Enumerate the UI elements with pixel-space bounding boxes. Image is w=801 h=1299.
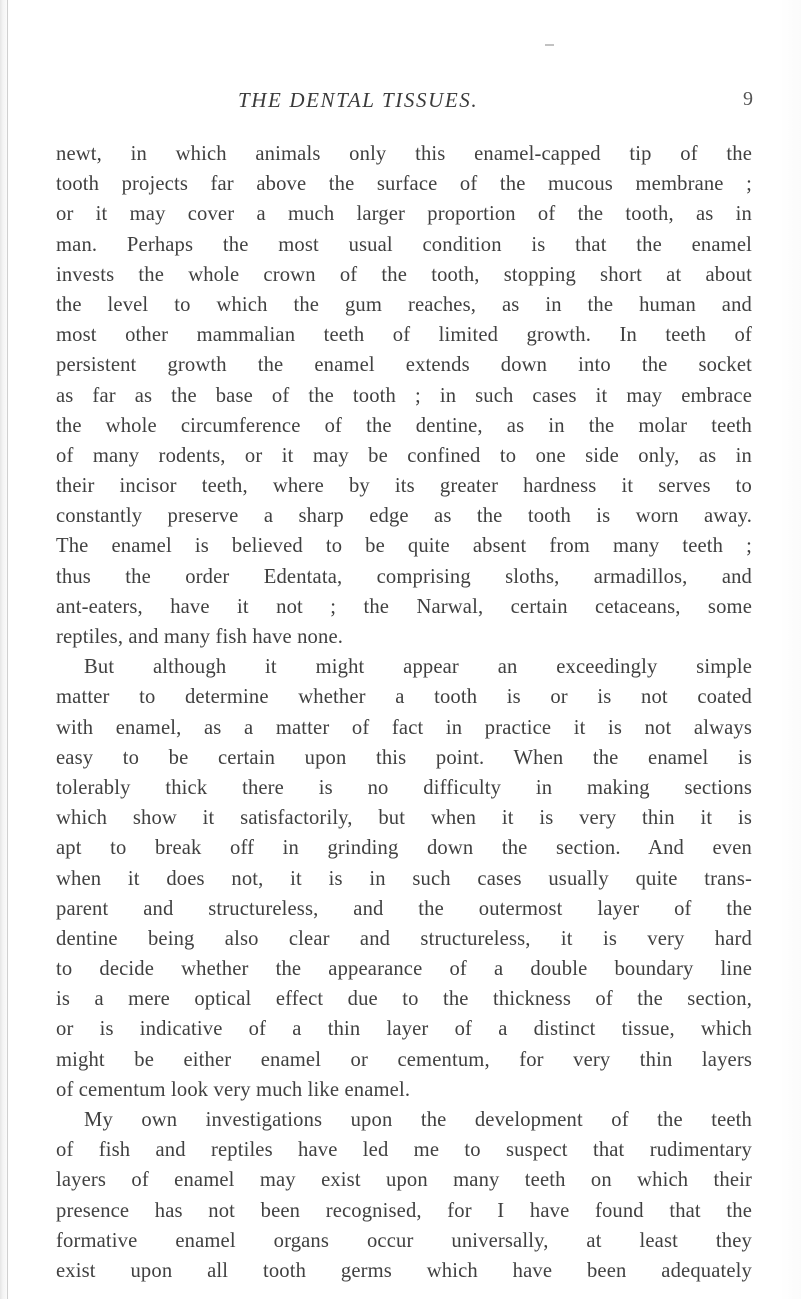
text-line: constantly preserve a sharp edge as the tooth is worn away. bbox=[56, 505, 752, 528]
text-line: layers of enamel may exist upon many teeth on which their bbox=[56, 1169, 752, 1192]
text-line: or it may cover a much larger proportion of the tooth, as in bbox=[56, 203, 752, 226]
text-line: reptiles, and many fish have none. bbox=[56, 626, 344, 648]
print-speck bbox=[545, 44, 554, 46]
text-line: the level to which the gum reaches, as in the human and bbox=[56, 293, 752, 316]
text-line: to decide whether the appearance of a double boundary line bbox=[56, 958, 752, 981]
text-line: might be either enamel or cementum, for very thin layers bbox=[56, 1048, 752, 1071]
text-line: or is indicative of a thin layer of a distinct tissue, which bbox=[56, 1018, 752, 1041]
text-line: ant-eaters, have it not ; the Narwal, certain cetaceans, some bbox=[56, 595, 752, 618]
page-header bbox=[0, 86, 801, 118]
text-line: persistent growth the enamel extends down into the socket bbox=[56, 354, 752, 377]
text-line: matter to determine whether a tooth is or is not coated bbox=[56, 686, 752, 709]
text-line: formative enamel organs occur universally, at least they bbox=[56, 1229, 752, 1252]
text-line: most other mammalian teeth of limited growth. In teeth of bbox=[56, 324, 752, 347]
binding-edge bbox=[7, 0, 8, 1299]
text-line: exist upon all tooth germs which have been adequately bbox=[56, 1259, 752, 1282]
text-line: parent and structureless, and the outermost layer of the bbox=[56, 897, 752, 920]
text-line: as far as the base of the tooth ; in such cases it may embrace bbox=[56, 384, 752, 407]
text-line: man. Perhaps the most usual condition is that the enamel bbox=[56, 233, 752, 256]
text-line: when it does not, it is in such cases usually quite trans- bbox=[56, 867, 752, 890]
text-line: thus the order Edentata, comprising sloths, armadillos, and bbox=[56, 565, 752, 588]
text-line: easy to be certain upon this point. When the enamel is bbox=[56, 746, 752, 769]
text-line: The enamel is believed to be quite absent from many teeth ; bbox=[56, 535, 752, 558]
text-line: of fish and reptiles have led me to suspect that rudimentary bbox=[56, 1139, 752, 1162]
text-line: with enamel, as a matter of fact in practice it is not always bbox=[56, 716, 752, 739]
text-line: their incisor teeth, where by its greater hardness it serves to bbox=[56, 475, 752, 498]
text-line: dentine being also clear and structureless, it is very hard bbox=[56, 927, 752, 950]
running-head: THE DENTAL TISSUES. bbox=[238, 88, 479, 112]
text-line: tolerably thick there is no difficulty in making sections bbox=[56, 776, 752, 799]
text-line: of cementum look very much like enamel. bbox=[56, 1078, 411, 1101]
text-line: presence has not been recognised, for I have found that the bbox=[56, 1199, 752, 1222]
body-text bbox=[56, 139, 752, 1286]
text-line: newt, in which animals only this enamel-capped tip of the bbox=[56, 143, 752, 165]
text-line: which show it satisfactorily, but when it is very thin it is bbox=[56, 807, 752, 830]
text-line: But although it might appear an exceedingly simple bbox=[84, 656, 752, 679]
text-line: tooth projects far above the surface of the mucous membrane ; bbox=[56, 173, 752, 196]
text-line: My own investigations upon the development of the teeth bbox=[84, 1109, 752, 1131]
text-line: of many rodents, or it may be confined to one side only, as in bbox=[56, 444, 752, 467]
page-number: 9 bbox=[743, 88, 753, 110]
text-line: is a mere optical effect due to the thickness of the section, bbox=[56, 988, 752, 1011]
text-line: invests the whole crown of the tooth, stopping short at about bbox=[56, 263, 752, 286]
text-line: the whole circumference of the dentine, as in the molar teeth bbox=[56, 414, 752, 437]
text-line: apt to break off in grinding down the section. And even bbox=[56, 837, 752, 860]
